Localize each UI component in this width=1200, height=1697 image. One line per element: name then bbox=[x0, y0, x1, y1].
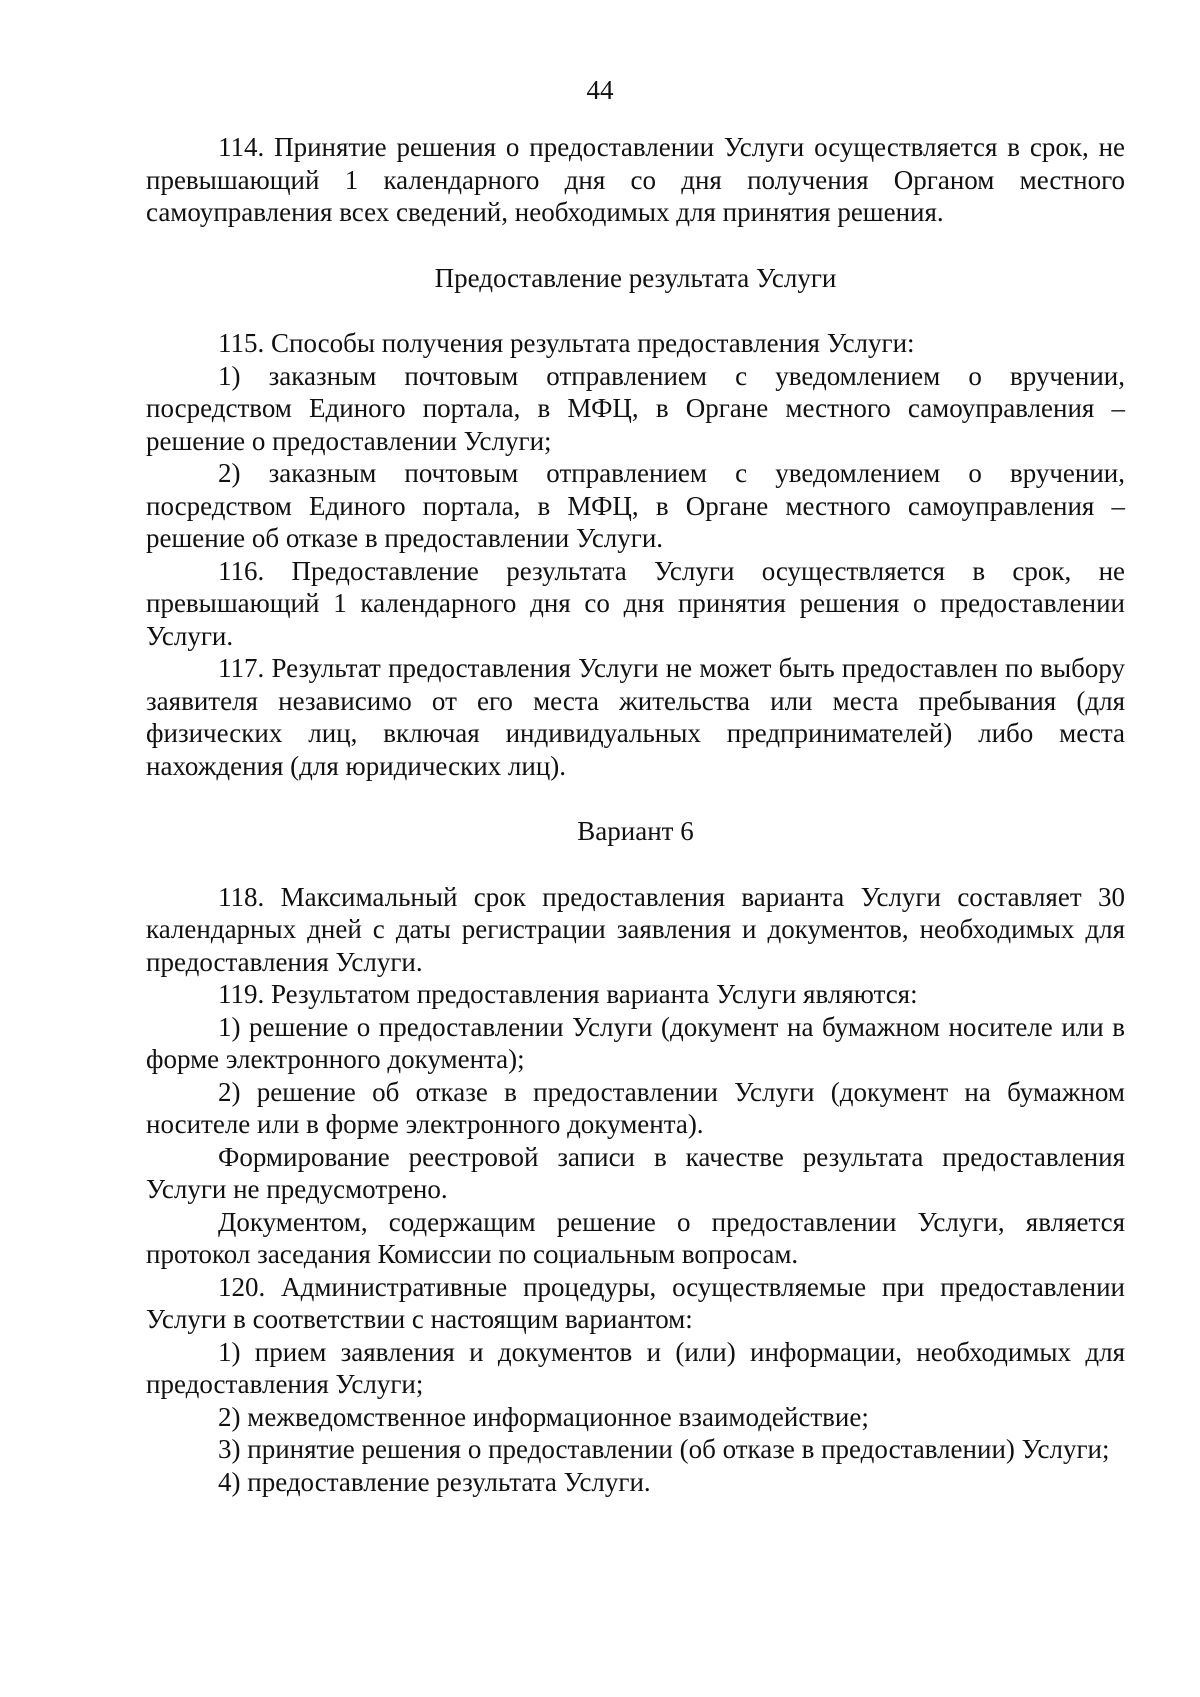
list-item-115-2: 2) заказным почтовым отправлением с уведомлением о вручении, посредством Единого портала, в МФЦ, в Органе местного самоуправления – решение об отказе в предоставлении Услуги. bbox=[146, 458, 1125, 553]
list-item-120-2: 2) межведомственное информационное взаимодействие; bbox=[218, 1401, 869, 1432]
list-item-120-4: 4) предоставление результата Услуги. bbox=[218, 1466, 651, 1497]
list-item-115-1: 1) заказным почтовым отправлением с уведомлением о вручении, посредством Единого портала, в МФЦ, в Органе местного самоуправления – решение о предоставлении Услуги; bbox=[146, 360, 1125, 456]
paragraph-118: 118. Максимальный срок предоставления варианта Услуги составляет 30 календарных дней с даты регистрации заявления и документов, необходимых для предоставления Услуги. bbox=[146, 881, 1125, 977]
paragraph-registry-record: Формирование реестровой записи в качестве результата предоставления Услуги не предусмотрено. bbox=[146, 1141, 1125, 1204]
list-item-119-1: 1) решение о предоставлении Услуги (документ на бумажном носителе или в форме электронного документа); bbox=[146, 1011, 1125, 1074]
list-item-120-3: 3) принятие решения о предоставлении (об отказе в предоставлении) Услуги; bbox=[218, 1434, 1110, 1464]
paragraph-114: 114. Принятие решения о предоставлении Услуги осуществляется в срок, не превышающий 1 календарного дня со дня получения Органом местного самоуправления всех сведений, необходимых для принятия решения. bbox=[146, 132, 1125, 227]
list-item-120-1: 1) прием заявления и документов и (или) информации, необходимых для предоставления Услуги; bbox=[146, 1336, 1125, 1399]
section-heading-variant-6: Вариант 6 bbox=[577, 816, 694, 846]
document-body bbox=[146, 131, 1125, 1498]
list-item-119-2: 2) решение об отказе в предоставлении Услуги (документ на бумажном носителе или в форме электронного документа). bbox=[146, 1076, 1125, 1139]
section-heading-result: Предоставление результата Услуги bbox=[434, 262, 837, 293]
paragraph-115: 115. Способы получения результата предоставления Услуги: bbox=[218, 328, 915, 358]
paragraph-116: 116. Предоставление результата Услуги осуществляется в срок, не превышающий 1 календарного дня со дня принятия решения о предоставлении Услуги. bbox=[146, 555, 1125, 651]
paragraph-119: 119. Результатом предоставления варианта Услуги являются: bbox=[218, 979, 918, 1009]
page-number: 44 bbox=[586, 75, 614, 105]
paragraph-120: 120. Административные процедуры, осуществляемые при предоставлении Услуги в соответствии с настоящим вариантом: bbox=[146, 1271, 1125, 1334]
paragraph-decision-document: Документом, содержащим решение о предоставлении Услуги, является протокол заседания Комиссии по социальным вопросам. bbox=[146, 1206, 1125, 1269]
paragraph-117: 117. Результат предоставления Услуги не может быть предоставлен по выбору заявителя независимо от его места жительства или места пребывания (для физических лиц, включая индивидуальных предпринимателей) либо места нахождения (для юридических лиц). bbox=[146, 653, 1125, 781]
